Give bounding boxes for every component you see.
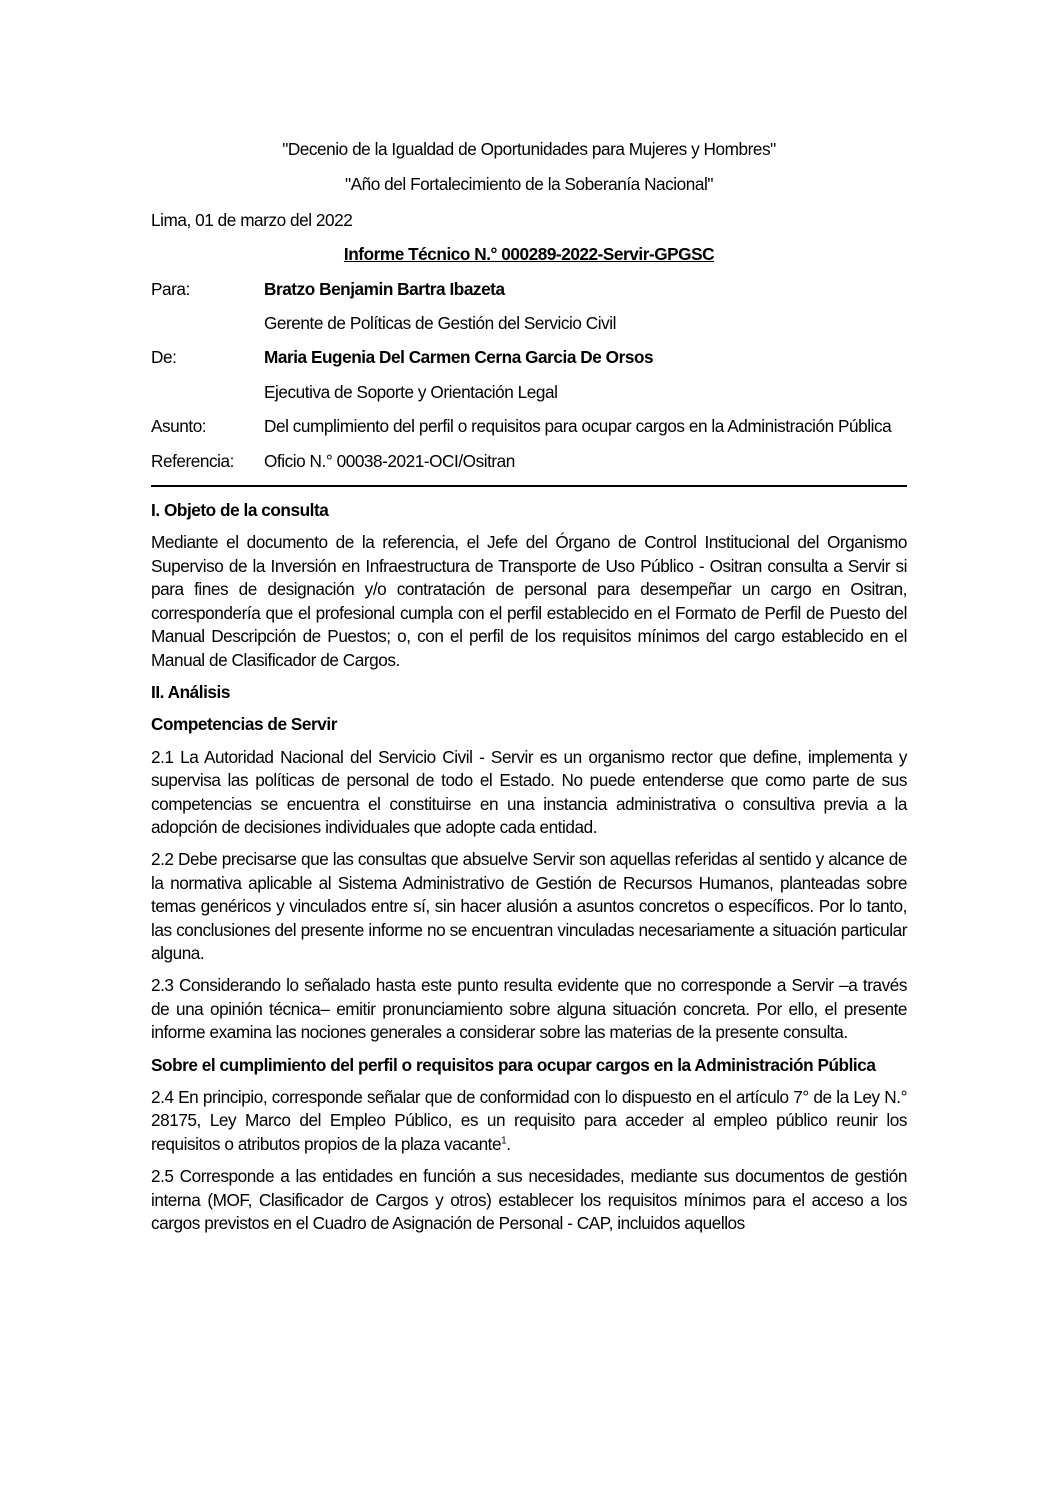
subheading-cumplimiento-perfil: Sobre el cumplimiento del perfil o requisitos para ocupar cargos en la Administración Pública: [151, 1054, 876, 1075]
memo-reference: Oficio N.° 00038-2021-OCI/Ositran: [264, 450, 515, 471]
memo-subject-label: Asunto:: [151, 416, 207, 437]
subheading-competencias: Competencias de Servir: [151, 714, 337, 735]
section-2-heading: II. Análisis: [151, 681, 230, 702]
paragraph-2-4-text: 2.4 En principio, corresponde señalar que de conformidad con lo dispuesto en el artículo 7° de la Ley N.° 28175, Ley Marco del Empleo Público, es un requisito para acceder al empleo público reunir los requisitos o atributos propios de la plaza vacante: [151, 1087, 907, 1154]
document-date: Lima, 01 de marzo del 2022: [151, 209, 353, 230]
year-slogan: "Año del Fortalecimiento de la Soberanía Nacional": [344, 174, 714, 195]
memo-subject: Del cumplimiento del perfil o requisitos para ocupar cargos en la Administración Pública: [264, 416, 892, 437]
report-title: Informe Técnico N.° 000289-2022-Servir-GPGSC: [343, 244, 715, 265]
memo-from-role-row: [151, 381, 907, 404]
paragraph-2-4: [151, 1086, 907, 1156]
memo-to-row: [151, 278, 907, 301]
memo-from-role: Ejecutiva de Soporte y Orientación Legal: [264, 381, 558, 402]
decade-slogan: "Decenio de la Igualdad de Oportunidades para Mujeres y Hombres": [282, 139, 776, 159]
memo-to-name: Bratzo Benjamin Bartra Ibazeta: [264, 278, 505, 299]
memo-from-label: De:: [151, 347, 177, 368]
document-body: [151, 138, 907, 1244]
paragraph-2-3: 2.3 Considerando lo señalado hasta este punto resulta evidente que no corresponde a Servir –a través de una opinión técnica– emitir pronunciamiento sobre alguna situación concreta. Por ello, el presente informe examina las nociones generales a considerar sobre las materias de la presente consulta.: [151, 975, 907, 1043]
memo-subject-row: [151, 415, 907, 438]
memo-to-label: Para:: [151, 278, 190, 299]
paragraph-2-4-end: .: [506, 1133, 511, 1154]
memo-reference-row: [151, 450, 907, 473]
footnote-marker: 1: [501, 1135, 507, 1147]
section-1-paragraph: Mediante el documento de la referencia, el Jefe del Órgano de Control Institucional del Organismo Superviso de la Inversión en Infraestructura de Transporte de Uso Público - Ositran consulta a Servir si para fines de designación y/o contratación de personal para desempeñar un cargo en Ositran, correspondería que el profesional cumpla con el perfil establecido en el Formato de Perfil de Puesto del Manual Descripción de Puestos; o, con el perfil de los requisitos mínimos del cargo establecido en el Manual de Clasificador de Cargos.: [151, 532, 907, 670]
memo-reference-label: Referencia:: [151, 450, 234, 471]
memo-from-row: [151, 346, 907, 369]
section-1-heading: I. Objeto de la consulta: [151, 500, 329, 521]
header-divider: [151, 485, 907, 487]
paragraph-2-1: 2.1 La Autoridad Nacional del Servicio Civil - Servir es un organismo rector que define, implementa y supervisa las políticas de personal de todo el Estado. No puede entenderse que como parte de sus competencias se encuentra el constituirse en una instancia administrativa o consultiva previa a la adopción de decisiones individuales que adopte cada entidad.: [151, 746, 907, 837]
paragraph-2-2: 2.2 Debe precisarse que las consultas que absuelve Servir son aquellas referidas al sentido y alcance de la normativa aplicable al Sistema Administrativo de Gestión de Recursos Humanos, planteadas sobre temas genéricos y vinculados entre sí, sin hacer alusión a asuntos concretos o específicos. Por lo tanto, las conclusiones del presente informe no se encuentran vinculadas necesariamente a situación particular alguna.: [151, 849, 907, 963]
memo-to-role-row: [151, 312, 907, 335]
memo-from-name: Maria Eugenia Del Carmen Cerna Garcia De Orsos: [264, 347, 654, 368]
paragraph-2-5: 2.5 Corresponde a las entidades en función a sus necesidades, mediante sus documentos de gestión interna (MOF, Clasificador de Cargos y otros) establecer los requisitos mínimos para el acceso a los cargos previstos en el Cuadro de Asignación de Personal - CAP, incluidos aquellos: [151, 1166, 907, 1234]
memo-to-role: Gerente de Políticas de Gestión del Servicio Civil: [264, 313, 616, 334]
